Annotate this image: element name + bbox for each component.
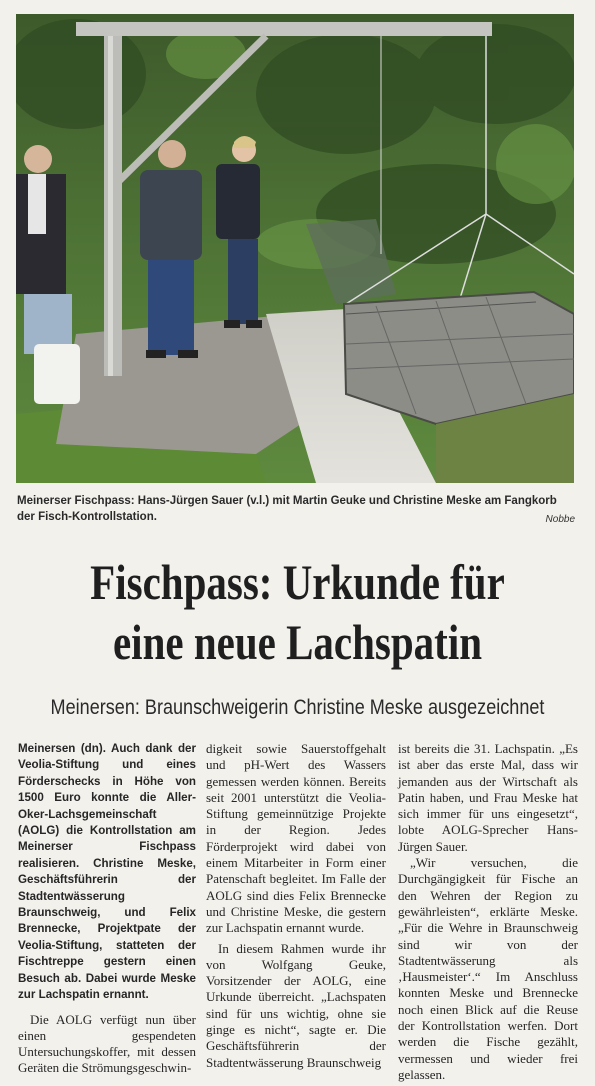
article-paragraph: In diesem Rahmen wurde ihr von Wolfgang Geuke, Vorsitzender der AOLG, eine Urkunde überreicht. „Lachspaten sind für uns wichtig, ohne sie ginge es nicht“, sagte er. Die Geschäftsführerin der Stadtentwässerung Braunschweig — [206, 940, 386, 1070]
photo-fish-pass-icon — [16, 14, 574, 483]
article-paragraph: ist bereits die 31. Lachspatin. „Es ist aber das erste Mal, dass wir jemanden aus der Wirtschaft als Patin haben, und Frau Meske hat sich immer für uns eingesetzt“, lobte AOLG-Sprecher Hans-Jürgen Sauer. — [398, 741, 578, 854]
photo-credit: Nobbe — [545, 514, 575, 525]
article-column-2 — [206, 741, 386, 1071]
headline-line-2: eine neue Lachspatin — [112, 614, 483, 670]
news-photo — [16, 14, 574, 483]
article-paragraph: digkeit sowie Sauerstoffgehalt und pH-Wert des Wassers gemessen werden können. Bereits seit 2001 unterstützt die Veolia-Stiftung gemeinnützige Projekte in der Region. Jedes Förderprojekt wird dabei von einem Mitarbeiter in Form einer Patenschaft begleitet. Im Falle der AOLG sind dies Felix Brennecke und Christine Meske, die gestern zur Lachspatin ernannt wurde. — [206, 741, 386, 936]
article-column-3 — [398, 741, 578, 1083]
photo-caption: Meinerser Fischpass: Hans-Jürgen Sauer (v.l.) mit Martin Geuke und Christine Meske am Fangkorb der Fisch-Kontrollstation. — [17, 495, 557, 523]
article-column-1 — [18, 741, 196, 1077]
article-paragraph: „Wir versuchen, die Durchgängigkeit für Fische an den Wehren der Region zu gewährleisten“, erklärte Meske. „Für die Wehre in Braunschweig sind wir von der Stadtentwässerung als ‚Hausmeister‘.“ Im Anschluss konnten Meske und Brennecke noch einen Blick auf die Reuse der Kontrollstation werfen. Dort werden die Fische gezählt, vermessen und wieder frei gelassen. — [398, 855, 578, 1082]
headline-line-1: Fischpass: Urkunde für — [90, 554, 505, 610]
subtitle: Meinersen: Braunschweigerin Christine Meske ausgezeichnet — [50, 696, 545, 719]
article-lead: Meinersen (dn). Auch dank der Veolia-Stiftung und eines Förderschecks in Höhe von 1500 Euro konnte die Aller-Oker-Lachsgemeinschaft (AOLG) die Kontrollstation am Meinerser Fischpass realisieren. Christine Meske, Geschäftsführerin der Stadtentwässerung Braunschweig, und Felix Brennecke, Projektpate der Veolia-Stiftung, statteten der Fischtreppe gestern einen Besuch ab. Dabei wurde Meske zur Lachspatin ernannt. — [18, 742, 196, 1002]
headline — [54, 552, 542, 672]
article-paragraph: Die AOLG verfügt nun über einen gespendeten Untersuchungskoffer, mit dessen Geräten die Strömungsgeschwin- — [18, 1011, 196, 1076]
